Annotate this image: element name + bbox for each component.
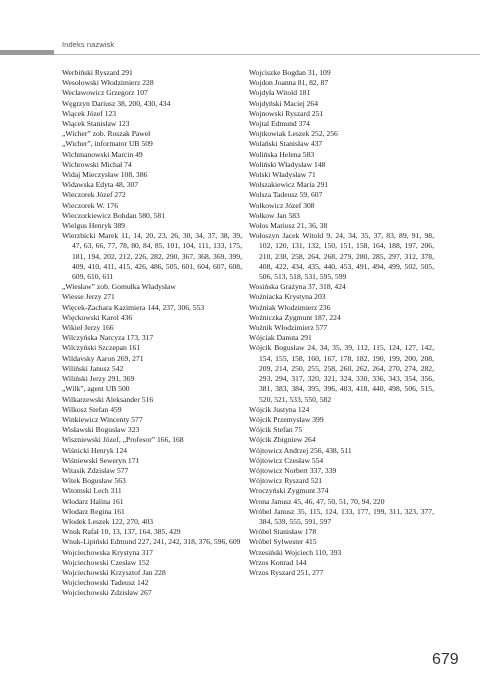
index-column-left <box>62 68 242 599</box>
page-number: 679 <box>432 651 459 668</box>
index-entry: Wolsza Tadeusz 59, 607 <box>249 190 323 200</box>
index-entry: Wróbel Stanisław 178 <box>249 527 317 537</box>
index-entry: Wołoszyn Jacek Witold 9, 24, 34, 35, 37, 83, 89, 91, 98, 102, 120, 131, 132, 150, 151, 158, 164, 188, 197, 206, 210, 238, 258, 264, 268, 279, 280, 285, 297, 312, 378, 408, 422, 434, 435, 440, 453, 491, 494, 499, 502, 505, 506, 513, 518, 531, 595, 599 <box>249 231 434 282</box>
index-entry: Wildavsky Aaron 269, 271 <box>62 353 144 363</box>
index-entry: Wojciechowski Zdzisław 267 <box>62 588 152 598</box>
index-entry: Wiącek Stanisław 123 <box>62 119 130 129</box>
index-entry: Wojciechowski Krzysztof Jan 228 <box>62 567 166 577</box>
index-entry: Wroczyński Zygmunt 374 <box>249 486 329 496</box>
running-head: Indeks nazwisk <box>62 40 115 49</box>
index-entry: Wiliński Jerzy 291, 369 <box>62 374 135 384</box>
index-entry: Wolińska Helena 583 <box>249 149 315 159</box>
index-entry: Wieczorek Józef 272 <box>62 190 126 200</box>
index-entry: Witomski Lech 311 <box>62 486 122 496</box>
index-entry: Wójtowicz Ryszard 521 <box>249 476 323 486</box>
index-entry: Wojdyński Maciej 264 <box>249 98 318 108</box>
index-entry: „Wicher” zob. Roszak Paweł <box>62 129 151 139</box>
index-entry: Wilczyńska Narcyza 173, 317 <box>62 333 154 343</box>
index-entry: Wrzos Konrad 144 <box>249 557 307 567</box>
index-entry: Wesołowski Włodzimierz 228 <box>62 78 154 88</box>
index-entry: Wiącek Józef 123 <box>62 108 117 118</box>
index-entry: Wojciszke Bogdan 31, 109 <box>249 68 331 77</box>
index-entry: Wójcik Przemysław 399 <box>249 414 324 424</box>
index-entry: Wójciak Danuta 291 <box>249 333 312 343</box>
index-entry: Wójcik Justyna 124 <box>249 404 310 414</box>
index-entry: Wilkosz Stefan 459 <box>62 404 122 414</box>
index-entry: Wrona Janusz 45, 46, 47, 50, 51, 70, 94, 220 <box>249 496 385 506</box>
index-entry: Wikieł Jerzy 166 <box>62 323 114 333</box>
index-entry: Wójcik Zbigniew 264 <box>249 435 316 445</box>
index-entry: Wołos Mariusz 21, 36, 38 <box>249 221 328 231</box>
index-entry: Wnuk-Lipiński Edmund 227, 241, 242, 318, 376, 596, 609 <box>62 537 241 547</box>
index-entry: Wojdon Joanna 81, 82, 87 <box>249 78 329 88</box>
index-entry: „Wicher”, informator UB 509 <box>62 139 153 149</box>
index-entry: „Wiesław” zob. Gomułka Władysław <box>62 282 176 292</box>
index-entry: Wiszniewski Józef, „Profesor” 166, 168 <box>62 435 184 445</box>
index-entry: Wójtowicz Norbert 337, 339 <box>249 465 337 475</box>
index-entry: Woźniczka Zygmunt 187, 224 <box>249 312 341 322</box>
index-entry: Wójtowicz Czesław 554 <box>249 455 324 465</box>
index-entry: Wieczorkiewicz Bohdan 580, 581 <box>62 210 166 220</box>
index-entry: Wojciechowski Czesław 152 <box>62 557 150 567</box>
index-entry: Wichmanowski Marcin 49 <box>62 149 143 159</box>
index-entry: Wojdyła Witold 181 <box>249 88 311 98</box>
index-entry: Wielgus Henryk 389 <box>62 221 125 231</box>
index-entry: Włodek Leszek 122, 270, 403 <box>62 516 154 526</box>
index-entry: Wilkarzewski Aleksander 516 <box>62 394 154 404</box>
index-entry: Wiśnicki Henryk 124 <box>62 445 128 455</box>
index-entry: Wójcik Bogusław 24, 34, 35, 39, 112, 115, 124, 127, 142, 154, 155, 158, 160, 167, 178, 182, 190, 199, 200, 208, 209, 214, 250, 255, 258, 260, 262, 264, 270, 274, 282, 293, 294, 317, 320, 321, 324, 330, 336, 343, 354, 356, 381, 383, 384, 395, 396, 403, 418, 440, 498, 506, 515, 520, 521, 533, 550, 582 <box>249 343 434 404</box>
index-entry: Wróbel Sylwester 415 <box>249 537 317 547</box>
index-entry: Wójtowicz Andrzej 256, 438, 511 <box>249 445 352 455</box>
index-entry: Wojciechowska Krystyna 317 <box>62 547 153 557</box>
index-entry: Woźniacka Krystyna 203 <box>249 292 326 302</box>
index-entry: Woźnik Włodzimierz 577 <box>249 323 328 333</box>
index-entry: Wierzbicki Marek 11, 14, 20, 23, 26, 30, 34, 37, 38, 39, 47, 63, 66, 77, 78, 80, 84, 85, 101, 104, 111, 133, 175, 181, 194, 202, 212, 226, 282, 290, 367, 368, 369, 399, 409, 410, 411, 415, 426, 486, 505, 601, 604, 607, 608, 609, 610, 611 <box>62 231 242 282</box>
index-entry: Wołkowicz Józef 308 <box>249 200 315 210</box>
index-entry: Wnuk Rafał 10, 13, 137, 164, 385, 429 <box>62 527 181 537</box>
index-entry: Wolski Władysław 71 <box>249 170 316 180</box>
index-entry: Wolański Stanisław 437 <box>249 139 323 149</box>
index-entry: Wójcik Stefan 75 <box>249 425 303 435</box>
index-column-right <box>249 68 434 578</box>
index-entry: Wojtkowiak Leszek 252, 256 <box>249 129 338 139</box>
index-entry: Więcek-Zachara Kazimiera 144, 237, 306, 553 <box>62 302 205 312</box>
index-entry: Wiesse Jerzy 271 <box>62 292 115 302</box>
index-entry: Wecławowicz Grzegorz 107 <box>62 88 148 98</box>
index-entry: Wiśniewski Seweryn 171 <box>62 455 140 465</box>
index-entry: Wrzos Ryszard 251, 277 <box>249 567 324 577</box>
header-rule <box>54 54 480 55</box>
index-entry: Więckowski Karol 436 <box>62 312 133 322</box>
index-entry: „Wilk”, agent UB 500 <box>62 384 130 394</box>
index-entry: Wichrowski Michał 74 <box>62 159 132 169</box>
index-entry: Wieczorek W. 176 <box>62 200 118 210</box>
index-entry: Widaj Mieczysław 108, 386 <box>62 170 148 180</box>
index-entry: Wróbel Janusz 35, 115, 124, 133, 177, 199, 311, 323, 377, 384, 539, 555, 591, 597 <box>249 506 434 526</box>
index-entry: Widawska Edyta 48, 307 <box>62 180 139 190</box>
index-entry: Włodarz Halina 161 <box>62 496 124 506</box>
index-entry: Wilczyński Szczepan 161 <box>62 343 141 353</box>
index-entry: Wojtal Edmund 374 <box>249 119 310 129</box>
index-entry: Wołkow Jan 583 <box>249 210 300 220</box>
index-entry: Wosińska Grażyna 37, 318, 424 <box>249 282 346 292</box>
index-entry: Włodarz Regina 161 <box>62 506 125 516</box>
index-entry: Wrzesiński Wojciech 110, 393 <box>249 547 342 557</box>
index-entry: Wiliński Janusz 542 <box>62 363 124 373</box>
index-entry: Winkiewicz Wincenty 577 <box>62 414 143 424</box>
index-entry: Woźniak Włodzimierz 236 <box>249 302 331 312</box>
header-accent-bar <box>0 50 54 55</box>
index-entry: Węgrzyn Dariusz 38, 200, 430, 434 <box>62 98 171 108</box>
index-entry: Werbiński Ryszard 291 <box>62 68 133 77</box>
index-entry: Witek Bogusław 563 <box>62 476 126 486</box>
index-entry: Woliński Władysław 148 <box>249 159 326 169</box>
index-entry: Wolszakiewicz Maria 291 <box>249 180 329 190</box>
index-entry: Wisławski Bogusław 323 <box>62 425 140 435</box>
index-entry: Wojciechowski Tadeusz 142 <box>62 578 149 588</box>
index-entry: Witasik Zdzisław 577 <box>62 465 129 475</box>
index-entry: Wojnowski Ryszard 251 <box>249 108 324 118</box>
